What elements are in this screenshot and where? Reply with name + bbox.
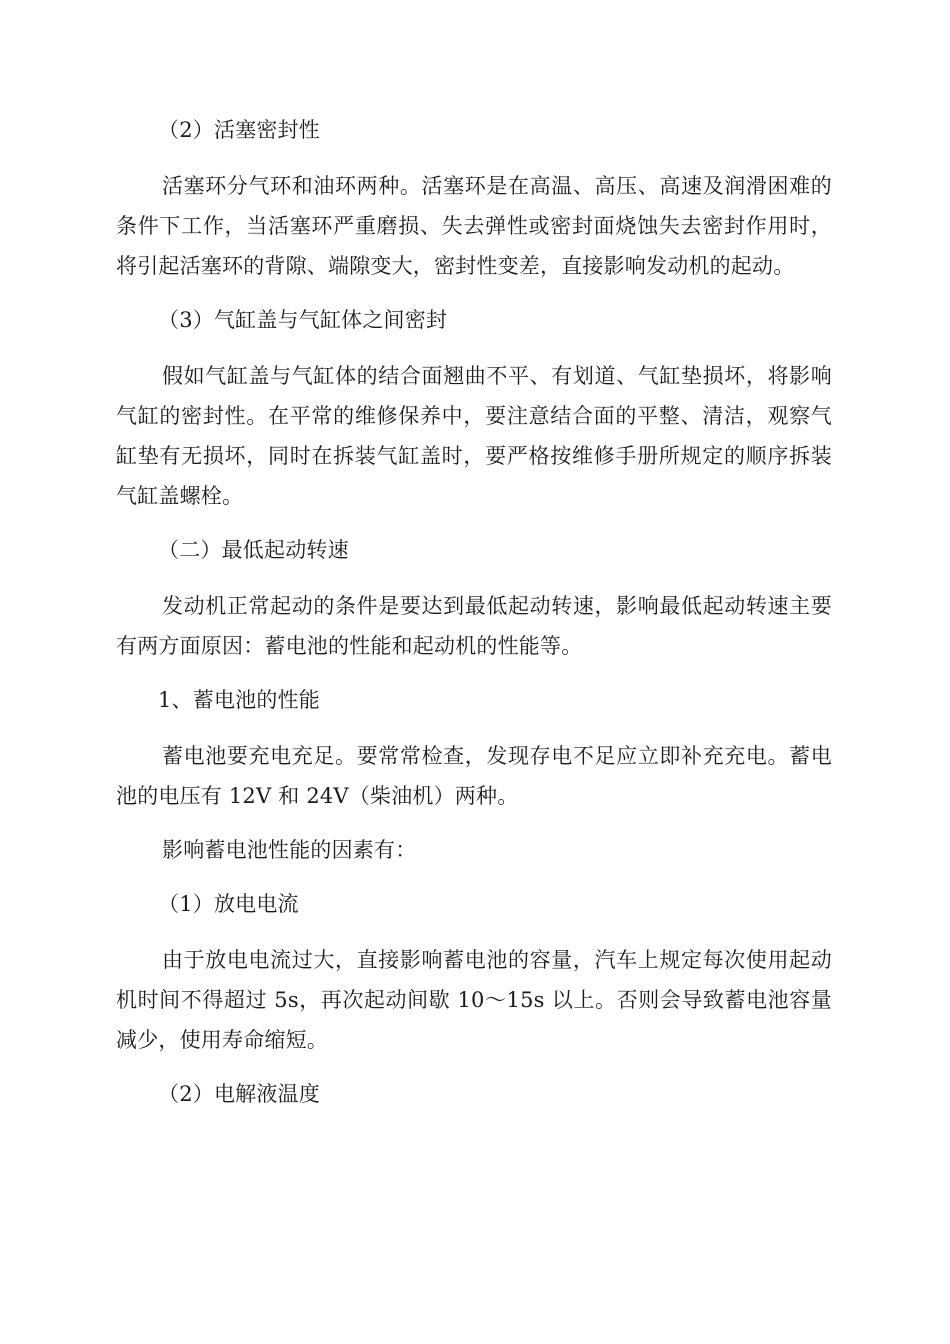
paragraph-piston-rings: 活塞环分气环和油环两种。活塞环是在高温、高压、高速及润滑困难的条件下工作，当活塞环严重磨损、失去弹性或密封面烧蚀失去密封作用时，将引起活塞环的背隙、端隙变大，密封性变差，直接影响发动机的起动。 [116, 174, 832, 278]
section-heading-battery-performance: 1、蓄电池的性能 [158, 688, 320, 712]
paragraph-battery-factors: 影响蓄电池性能的因素有： [162, 838, 417, 862]
paragraph-battery-charging: 蓄电池要充电充足。要常常检查，发现存电不足应立即补充充电。蓄电池的电压有 12V 和 24V（柴油机）两种。 [116, 744, 832, 808]
section-heading-piston-seal: （2）活塞密封性 [158, 118, 320, 142]
section-heading-discharge-current: （1）放电电流 [158, 892, 299, 916]
paragraph-cylinder-gasket: 假如气缸盖与气缸体的结合面翘曲不平、有划道、气缸垫损坏，将影响气缸的密封性。在平常的维修保养中，要注意结合面的平整、清洁，观察气缸垫有无损坏，同时在拆装气缸盖时，要严格按维修手册所规定的顺序拆装气缸盖螺栓。 [116, 364, 832, 508]
section-heading-electrolyte-temperature: （2）电解液温度 [158, 1082, 320, 1106]
paragraph-cranking-speed: 发动机正常起动的条件是要达到最低起动转速，影响最低起动转速主要有两方面原因：蓄电池的性能和起动机的性能等。 [116, 594, 832, 658]
document-page [116, 110, 832, 1114]
section-heading-cylinder-head-seal: （3）气缸盖与气缸体之间密封 [158, 308, 448, 332]
section-heading-min-cranking-speed: （二）最低起动转速 [158, 538, 349, 562]
paragraph-discharge-current: 由于放电电流过大，直接影响蓄电池的容量，汽车上规定每次使用起动机时间不得超过 5s，再次起动间歇 10～15s 以上。否则会导致蓄电池容量减少，使用寿命缩短。 [116, 948, 832, 1052]
